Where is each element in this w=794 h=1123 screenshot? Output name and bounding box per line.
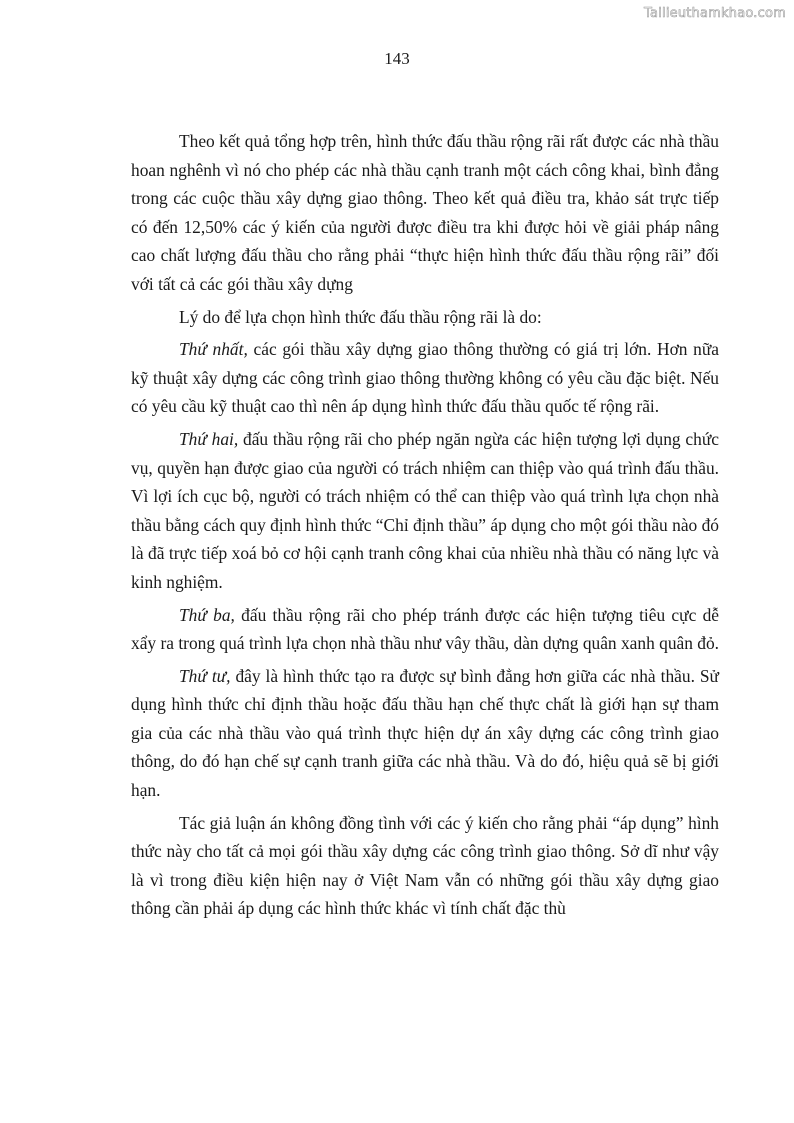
- paragraph-7: [131, 809, 719, 923]
- paragraph-text: đấu thầu rộng rãi cho phép ngăn ngừa các hiện tượng lợi dụng chức vụ, quyền hạn được giao của người có trách nhiệm can thiệp vào quá trình đấu thầu. Vì lợi ích cục bộ, người có trách nhiệm có thể can thiệp vào quá trình lựa chọn nhà thầu bằng cách quy định hình thức “Chỉ định thầu” áp dụng cho một gói thầu nào đó là đã trực tiếp xoá bỏ cơ hội cạnh tranh công khai của nhiều nhà thầu có năng lực và kinh nghiệm.: [131, 428, 719, 592]
- paragraph-lead: Thứ hai,: [179, 428, 239, 449]
- paragraph-5: [131, 601, 719, 658]
- paragraph-lead: Thứ tư,: [179, 665, 231, 686]
- paragraph-text: Tác giả luận án không đồng tình với các ý kiến cho rằng phải “áp dụng” hình thức này cho tất cả mọi gói thầu xây dựng các công trình giao thông. Sở dĩ như vậy là vì trong điều kiện hiện nay ở Việt Nam vẫn có những gói thầu xây dựng giao thông cần phải áp dụng các hình thức khác vì tính chất đặc thù: [131, 812, 719, 919]
- paragraph-text: đấu thầu rộng rãi cho phép tránh được các hiện tượng tiêu cực dễ xẩy ra trong quá trình lựa chọn nhà thầu như vây thầu, dàn dựng quân xanh quân đỏ.: [131, 604, 720, 654]
- paragraph-text: đây là hình thức tạo ra được sự bình đẳng hơn giữa các nhà thầu. Sử dụng hình thức chỉ định thầu hoặc đấu thầu hạn chế thực chất là giới hạn sự tham gia của các nhà thầu vào quá trình thực hiện dự án xây dựng các công trình giao thông, do đó hạn chế sự cạnh tranh giữa các nhà thầu. Và do đó, hiệu quả sẽ bị giới hạn.: [131, 665, 719, 801]
- paragraph-2: [131, 303, 719, 332]
- paragraph-4: [131, 425, 719, 597]
- paragraph-3: [131, 335, 719, 421]
- watermark-text: Tailieuthamkhao.com: [644, 6, 786, 21]
- paragraph-text: Lý do để lựa chọn hình thức đấu thầu rộng rãi là do:: [179, 306, 542, 327]
- paragraph-lead: Thứ nhất,: [179, 339, 248, 360]
- page-number: 143: [384, 49, 410, 68]
- paragraph-text: các gói thầu xây dựng giao thông thường có giá trị lớn. Hơn nữa kỹ thuật xây dựng các công trình giao thông thường không có yêu cầu đặc biệt. Nếu có yêu cầu kỹ thuật cao thì nên áp dụng hình thức đấu thầu quốc tế rộng rãi.: [131, 339, 719, 417]
- paragraph-lead: Thứ ba,: [179, 604, 235, 625]
- document-body: [131, 127, 719, 927]
- paragraph-text: Theo kết quả tổng hợp trên, hình thức đấu thầu rộng rãi rất được các nhà thầu hoan nghênh vì nó cho phép các nhà thầu cạnh tranh một cách công khai, bình đẳng trong các cuộc thầu xây dựng giao thông. Theo kết quả điều tra, khảo sát trực tiếp có đến 12,50% các ý kiến của người được điều tra khi được hỏi về giải pháp nâng cao chất lượng đấu thầu cho rằng phải “thực hiện hình thức đấu thầu rộng rãi” đối với tất cả các gói thầu xây dựng: [131, 131, 719, 294]
- paragraph-1: [131, 127, 719, 299]
- paragraph-6: [131, 662, 719, 805]
